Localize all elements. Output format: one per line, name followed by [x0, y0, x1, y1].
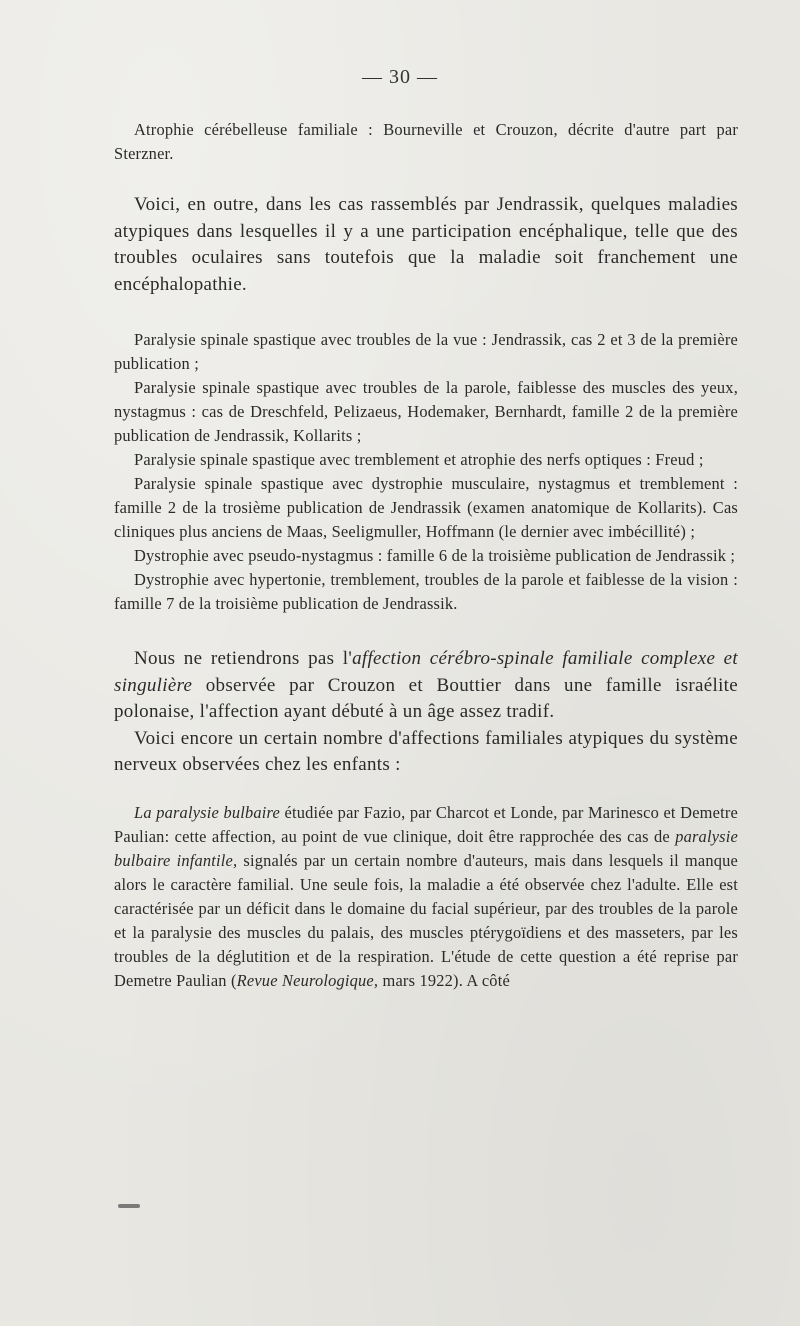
italic-run: paralysie bulbaire infantile,: [114, 826, 738, 870]
italic-run: La paralysie bulbaire: [134, 802, 280, 822]
list-item-atrophie-nerfs-optiques: Paralysie spinale spastique avec tremblement et atrophie des nerfs optiques : Freud ;: [134, 450, 704, 469]
text-run: signalés par un certain nombre d'auteurs, mais dans lesquels il manque alors le caractère familial. Une seule fois, la maladie a été observée chez l'adulte. Elle est caractérisée par un déficit dans le domaine du facial supérieur, par des troubles de la parole et la paralysie des muscles du palais, des muscles ptérygoïdiens et des masseters, par les troubles de la déglutition et de la respiration. L'étude de cette question a été reprise par Demetre Paulian (: [114, 850, 738, 990]
list-item-troubles-vue: Paralysie spinale spastique avec troubles de la vue : Jendrassik, cas 2 et 3 de la première publication ;: [114, 330, 738, 373]
list-item-hypertonie: Dystrophie avec hypertonie, tremblement, troubles de la parole et faiblesse de la vision : famille 7 de la troisième publication de Jendrassik.: [114, 570, 738, 613]
list-item-troubles-parole: Paralysie spinale spastique avec troubles de la parole, faiblesse des muscles des yeux, nystagmus : cas de Dreschfeld, Pelizaeus, Hodemaker, Bernhardt, famille 2 de la première publication de Jendrassik, Kollarits ;: [114, 378, 738, 445]
page-number: — 30 —: [362, 66, 438, 88]
list-item-pseudo-nystagmus: Dystrophie avec pseudo-nystagmus : famille 6 de la troisième publication de Jendrassik ;: [134, 546, 736, 565]
ink-mark: [118, 1204, 140, 1208]
text-run: Nous ne retiendrons pas l': [134, 648, 353, 669]
italic-run: affection cérébro-spinale familiale complexe et singulière: [114, 648, 738, 696]
paragraph-atrophie-cerebelleuse: Atrophie cérébelleuse familiale : Bourneville et Crouzon, décrite d'autre part par Sterzner.: [114, 120, 738, 163]
paragraph-cas-jendrassik: Voici, en outre, dans les cas rassemblés par Jendrassik, quelques maladies atypiques dans lesquelles il y a une participation encéphalique, telle que des troubles oculaires sans toutefois que la maladie soit franchement une encéphalopathie.: [114, 194, 738, 295]
paragraph-paralysie-bulbaire: [114, 801, 738, 993]
list-item-dystrophie-musculaire: Paralysie spinale spastique avec dystrophie musculaire, nystagmus et tremblement : famille 2 de la trosième publication de Jendrassik (examen anatomique de Kollarits). Cas cliniques plus anciens de Maas, Seeligmuller, Hoffmann (le dernier avec imbécillité) ;: [114, 474, 738, 541]
text-run: mars 1922). A côté: [378, 970, 510, 990]
italic-run: Revue Neurologique,: [236, 970, 379, 990]
text-run: observée par Crouzon et Bouttier dans une famille israélite polonaise, l'affection ayant débuté à un âge assez tradif.: [114, 674, 738, 722]
page-body: [114, 118, 738, 993]
paragraph-crouzon-bouttier: [114, 646, 738, 726]
text-run: étudiée par Fazio, par Charcot et Londe, par Marinesco et Demetre Paulian: cette affection, au point de vue clinique, doit être rapprochée des cas de: [114, 802, 738, 846]
paragraph-affections-enfants: Voici encore un certain nombre d'affections familiales atypiques du système nerveux observées chez les enfants :: [114, 727, 738, 775]
